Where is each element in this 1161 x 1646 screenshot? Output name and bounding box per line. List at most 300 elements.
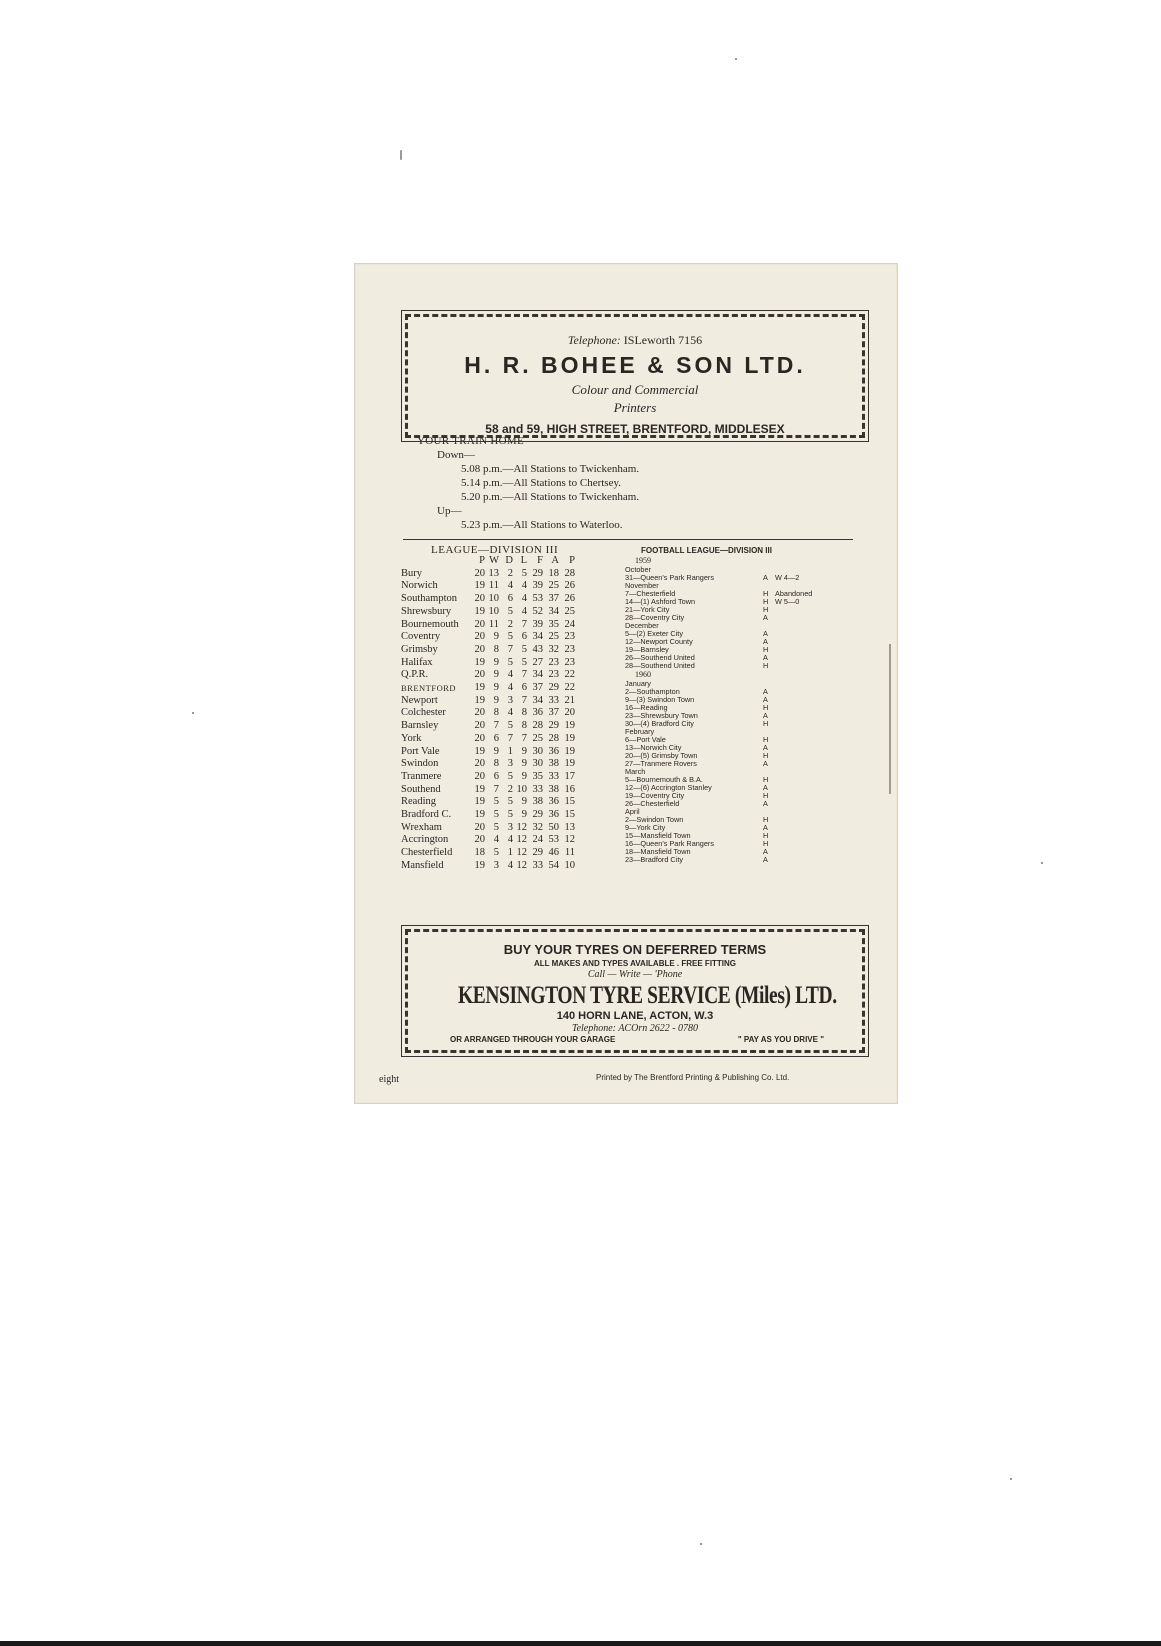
fixture-row: [625, 614, 870, 622]
stat-cell: 5: [507, 656, 513, 668]
printer-address: 58 and 59, HIGH STREET, BRENTFORD, MIDDLESEX: [485, 422, 785, 436]
tyre-headline: BUY YOUR TYRES ON DEFERRED TERMS: [503, 942, 767, 957]
stat-cell: 20: [474, 732, 485, 744]
team-name: Southend: [401, 783, 441, 795]
team-name: Coventry: [401, 631, 441, 643]
fixture-venue: A: [763, 799, 768, 808]
stat-cell: 8: [493, 758, 499, 770]
fixture-opponent: 21—York City: [625, 605, 670, 614]
stat-cell: 5: [507, 605, 513, 617]
fixture-venue: A: [763, 743, 768, 752]
stat-cell: 10: [488, 593, 499, 605]
team-name: Accrington: [401, 834, 449, 846]
stat-cell: 43: [532, 643, 543, 655]
table-row: [401, 720, 575, 733]
stat-cell: 20: [474, 631, 485, 643]
stat-cell: 34: [532, 631, 543, 643]
league-header-row: [401, 555, 575, 568]
stat-cell: 33: [532, 783, 543, 795]
stat-cell: 2: [507, 783, 513, 795]
stat-cell: 20: [474, 758, 485, 770]
stat-cell: 26: [564, 593, 575, 605]
fixture-venue: H: [763, 775, 769, 784]
column-header: F: [537, 555, 543, 566]
stat-cell: 20: [474, 707, 485, 719]
stat-cell: 4: [521, 593, 527, 605]
stat-cell: 34: [548, 605, 559, 617]
stat-cell: 3: [507, 694, 513, 706]
fixture-row: [625, 662, 870, 670]
table-row: [401, 606, 575, 619]
fixture-opponent: 5—Bournemouth & B.A.: [625, 775, 703, 784]
fixture-row: [625, 856, 870, 864]
stat-cell: 38: [548, 783, 559, 795]
fixture-opponent: 23—Bradford City: [625, 855, 683, 864]
stat-cell: 5: [493, 847, 499, 859]
table-row: [401, 644, 575, 657]
stat-cell: 46: [548, 847, 559, 859]
stat-cell: 24: [564, 618, 575, 630]
train-row: 5.23 p.m.—All Stations to Waterloo.: [461, 519, 623, 531]
stat-cell: 19: [564, 758, 575, 770]
stat-cell: 5: [507, 796, 513, 808]
stat-cell: 7: [493, 783, 499, 795]
stat-cell: 52: [532, 605, 543, 617]
stat-cell: 20: [474, 643, 485, 655]
stat-cell: 19: [474, 796, 485, 808]
printer-tagline-2: Printers: [613, 400, 657, 415]
printer-credit: Printed by The Brentford Printing & Publishing Co. Ltd.: [596, 1073, 790, 1082]
stat-cell: 10: [516, 783, 527, 795]
fixture-opponent: 9—York City: [625, 823, 666, 832]
table-row: [401, 707, 575, 720]
fixture-opponent: 27—Tranmere Rovers: [625, 759, 697, 768]
stat-cell: 6: [493, 732, 499, 744]
column-header: W: [489, 555, 499, 566]
page-fold: [889, 644, 891, 794]
fixture-month: November: [625, 581, 659, 590]
stat-cell: 16: [564, 783, 575, 795]
stat-cell: 13: [488, 567, 499, 579]
telephone-number: ISLeworth 7156: [623, 333, 703, 347]
team-name: Reading: [401, 796, 436, 808]
table-row: [401, 657, 575, 670]
stat-cell: 28: [564, 567, 575, 579]
stat-cell: 30: [532, 745, 543, 757]
stat-cell: 29: [532, 847, 543, 859]
fixture-venue: A: [763, 629, 768, 638]
stat-cell: 24: [532, 834, 543, 846]
stat-cell: 5: [521, 656, 527, 668]
stat-cell: 4: [521, 605, 527, 617]
stat-cell: 1: [507, 847, 513, 859]
stat-cell: 26: [564, 580, 575, 592]
fixture-venue: H: [763, 839, 769, 848]
fixture-opponent: 2—Southampton: [625, 687, 680, 696]
fixture-opponent: 20—(5) Grimsby Town: [625, 751, 698, 760]
fixture-opponent: 31—Queen's Park Rangers: [625, 573, 715, 582]
stat-cell: 5: [507, 770, 513, 782]
fixture-opponent: 2—Swindon Town: [625, 815, 684, 824]
stat-cell: 5: [507, 809, 513, 821]
team-name: Chesterfield: [401, 847, 453, 859]
league-title: LEAGUE—DIVISION III: [431, 544, 559, 556]
fixture-row: [625, 760, 870, 768]
season-year: 1960: [635, 670, 651, 679]
stat-cell: 5: [507, 720, 513, 732]
team-name: Port Vale: [401, 745, 440, 757]
stat-cell: 3: [507, 758, 513, 770]
fixture-opponent: 26—Southend United: [625, 653, 695, 662]
fixture-month: April: [625, 807, 640, 816]
fixture-opponent: 9—(3) Swindon Town: [625, 695, 695, 704]
fixture-opponent: 28—Coventry City: [625, 613, 685, 622]
stat-cell: 36: [548, 796, 559, 808]
tyre-slogan: " PAY AS YOU DRIVE ": [737, 1035, 824, 1044]
stat-cell: 9: [493, 631, 499, 643]
stat-cell: 32: [548, 643, 559, 655]
stat-cell: 9: [493, 745, 499, 757]
fixture-venue: A: [763, 823, 768, 832]
stat-cell: 28: [548, 732, 559, 744]
stat-cell: 39: [532, 580, 543, 592]
stat-cell: 35: [548, 618, 559, 630]
fixture-venue: H: [763, 815, 769, 824]
stat-cell: 3: [507, 821, 513, 833]
stat-cell: 30: [532, 758, 543, 770]
fixture-opponent: 12—(6) Accrington Stanley: [625, 783, 712, 792]
team-name: Colchester: [401, 707, 446, 719]
fixture-row: [625, 574, 870, 582]
team-name: Swindon: [401, 758, 439, 770]
stat-cell: 15: [564, 809, 575, 821]
league-table: [401, 544, 621, 873]
stat-cell: 12: [516, 847, 527, 859]
team-name: Bury: [401, 567, 422, 579]
train-heading: YOUR TRAIN HOME: [417, 435, 524, 447]
table-row: [401, 822, 575, 835]
stat-cell: 34: [532, 694, 543, 706]
stat-cell: 9: [521, 796, 527, 808]
printer-company-name: H. R. BOHEE & SON LTD.: [464, 352, 806, 378]
table-row: [401, 669, 575, 682]
stat-cell: 20: [564, 707, 575, 719]
stat-cell: 33: [548, 694, 559, 706]
stat-cell: 4: [521, 580, 527, 592]
season-year: 1959: [635, 556, 651, 565]
fixtures-list: [625, 546, 870, 864]
table-row: [401, 682, 575, 695]
stat-cell: 18: [548, 567, 559, 579]
stat-cell: 8: [521, 720, 527, 732]
team-name: Tranmere: [401, 770, 442, 782]
programme-page: [354, 263, 898, 1104]
telephone-label: Telephone:: [567, 333, 621, 347]
fixture-opponent: 15—Mansfield Town: [625, 831, 691, 840]
stat-cell: 5: [493, 821, 499, 833]
page-number-word: eight: [379, 1074, 399, 1085]
column-header: P: [569, 555, 575, 566]
fixture-opponent: 7—Chesterfield: [625, 589, 676, 598]
tyre-address: 140 HORN LANE, ACTON, W.3: [556, 1010, 714, 1022]
stat-cell: 1: [507, 745, 513, 757]
fixture-venue: A: [763, 613, 768, 622]
stat-cell: 13: [564, 821, 575, 833]
stat-cell: 15: [564, 796, 575, 808]
stat-cell: 4: [493, 834, 499, 846]
stat-cell: 20: [474, 770, 485, 782]
stat-cell: 12: [516, 834, 527, 846]
stat-cell: 5: [493, 809, 499, 821]
team-name: Norwich: [401, 580, 438, 592]
stat-cell: 23: [564, 643, 575, 655]
stat-cell: 20: [474, 618, 485, 630]
fixture-venue: H: [763, 597, 769, 606]
stat-cell: 33: [532, 859, 543, 871]
printer-tagline-1: Colour and Commercial: [571, 382, 699, 397]
column-header: A: [551, 555, 559, 566]
stat-cell: 10: [564, 859, 575, 871]
stat-cell: 25: [532, 732, 543, 744]
stat-cell: 11: [564, 847, 575, 859]
stat-cell: 17: [564, 770, 575, 782]
fixture-venue: A: [763, 653, 768, 662]
tyre-advert: [405, 929, 865, 1053]
stat-cell: 9: [521, 758, 527, 770]
fixture-opponent: 16—Reading: [625, 703, 668, 712]
team-name: Shrewsbury: [401, 605, 452, 617]
table-row: [401, 758, 575, 771]
train-times: [417, 434, 717, 532]
table-row: [401, 593, 575, 606]
stat-cell: 11: [488, 618, 499, 630]
team-name: BRENTFORD: [401, 683, 457, 694]
stat-cell: 19: [474, 859, 485, 871]
stat-cell: 5: [521, 567, 527, 579]
stat-cell: 25: [548, 631, 559, 643]
stat-cell: 4: [507, 580, 513, 592]
stat-cell: 29: [548, 720, 559, 732]
fixture-month: March: [625, 767, 646, 776]
stat-cell: 4: [507, 682, 513, 694]
table-row: [401, 834, 575, 847]
advert-telephone: [408, 333, 862, 348]
fixture-month: January: [625, 679, 651, 688]
stat-cell: 19: [474, 682, 485, 694]
fixture-venue: A: [763, 759, 768, 768]
stat-cell: 32: [532, 821, 543, 833]
stat-cell: 21: [564, 694, 575, 706]
table-row: [401, 568, 575, 581]
table-row: [401, 631, 575, 644]
stat-cell: 19: [474, 605, 485, 617]
column-header: P: [479, 555, 485, 566]
stat-cell: 23: [564, 656, 575, 668]
table-row: [401, 796, 575, 809]
table-row: [401, 695, 575, 708]
fixture-opponent: 19—Barnsley: [625, 645, 669, 654]
fixture-month: October: [625, 565, 651, 574]
fixture-venue: H: [763, 719, 769, 728]
stat-cell: 23: [564, 631, 575, 643]
printer-advert: [405, 314, 865, 438]
team-name: Barnsley: [401, 720, 439, 732]
stat-cell: 36: [548, 809, 559, 821]
down-label: Down—: [437, 449, 475, 461]
fixture-result: Abandoned: [775, 589, 813, 598]
stat-cell: 36: [532, 707, 543, 719]
stat-cell: 7: [521, 669, 527, 681]
table-row: [401, 580, 575, 593]
stat-cell: 19: [564, 745, 575, 757]
team-name: Wrexham: [401, 821, 442, 833]
fixture-venue: A: [763, 847, 768, 856]
tyre-notes: [408, 1035, 862, 1044]
stat-cell: 22: [564, 669, 575, 681]
tyre-company-name: KENSINGTON TYRE SERVICE (Miles) LTD.: [457, 982, 837, 1009]
stat-cell: 34: [532, 669, 543, 681]
stat-cell: 28: [532, 720, 543, 732]
fixture-opponent: 23—Shrewsbury Town: [625, 711, 698, 720]
stat-cell: 19: [564, 732, 575, 744]
stat-cell: 8: [521, 707, 527, 719]
fixture-opponent: 30—(4) Bradford City: [625, 719, 694, 728]
team-name: Bournemouth: [401, 618, 459, 630]
fixture-venue: H: [763, 831, 769, 840]
stat-cell: 9: [521, 770, 527, 782]
stat-cell: 39: [532, 618, 543, 630]
stat-cell: 20: [474, 669, 485, 681]
stat-cell: 33: [548, 770, 559, 782]
fixture-venue: A: [763, 711, 768, 720]
team-column-header: [401, 555, 471, 568]
fixture-venue: A: [763, 783, 768, 792]
table-row: [401, 860, 575, 873]
stat-cell: 19: [474, 745, 485, 757]
table-row: [401, 784, 575, 797]
stat-cell: 20: [474, 720, 485, 732]
scan-edge: [0, 1641, 1161, 1646]
fixture-opponent: 14—(1) Ashford Town: [625, 597, 696, 606]
table-row: [401, 619, 575, 632]
fixture-venue: A: [763, 573, 768, 582]
team-name: Bradford C.: [401, 809, 452, 821]
stat-cell: 6: [493, 770, 499, 782]
stat-cell: 10: [488, 605, 499, 617]
stat-cell: 35: [532, 770, 543, 782]
fixture-opponent: 5—(2) Exeter City: [625, 629, 683, 638]
column-header: L: [520, 555, 527, 566]
table-row: [401, 746, 575, 759]
stat-cell: 53: [532, 593, 543, 605]
stat-cell: 7: [521, 694, 527, 706]
tyre-contact-line: Call — Write — 'Phone: [587, 969, 683, 980]
team-name: Halifax: [401, 656, 433, 668]
fixture-opponent: 18—Mansfield Town: [625, 847, 691, 856]
stat-cell: 7: [493, 720, 499, 732]
fixture-venue: H: [763, 589, 769, 598]
train-row: 5.08 p.m.—All Stations to Twickenham.: [461, 463, 640, 475]
stat-cell: 4: [507, 834, 513, 846]
stat-cell: 29: [532, 567, 543, 579]
stat-cell: 7: [521, 618, 527, 630]
fixture-row: [625, 720, 870, 728]
fixture-row: [625, 800, 870, 808]
fixture-venue: A: [763, 687, 768, 696]
fixture-opponent: 12—Newport County: [625, 637, 693, 646]
fixture-opponent: 19—Coventry City: [625, 791, 685, 800]
stat-cell: 8: [493, 643, 499, 655]
stat-cell: 25: [564, 605, 575, 617]
fixture-venue: H: [763, 605, 769, 614]
league-standings: [401, 555, 575, 873]
fixture-venue: A: [763, 855, 768, 864]
team-name: Grimsby: [401, 643, 438, 655]
fixture-venue: H: [763, 703, 769, 712]
fixture-venue: H: [763, 735, 769, 744]
stat-cell: 38: [532, 796, 543, 808]
stat-cell: 37: [548, 707, 559, 719]
stat-cell: 7: [507, 643, 513, 655]
stat-cell: 19: [474, 694, 485, 706]
fixture-month: February: [625, 727, 655, 736]
stat-cell: 36: [548, 745, 559, 757]
tyre-garage-note: OR ARRANGED THROUGH YOUR GARAGE: [450, 1035, 616, 1044]
stat-cell: 9: [521, 745, 527, 757]
fixture-opponent: 13—Norwich City: [625, 743, 682, 752]
stat-cell: 19: [474, 580, 485, 592]
stat-cell: 19: [474, 783, 485, 795]
stat-cell: 9: [521, 809, 527, 821]
stat-cell: 20: [474, 834, 485, 846]
stat-cell: 19: [564, 720, 575, 732]
stat-cell: 7: [507, 732, 513, 744]
stat-cell: 18: [474, 847, 485, 859]
stat-cell: 5: [507, 631, 513, 643]
stat-cell: 22: [564, 682, 575, 694]
fixture-result: W 5—0: [775, 597, 800, 606]
team-name: Mansfield: [401, 859, 444, 871]
stat-cell: 20: [474, 567, 485, 579]
fixture-venue: H: [763, 645, 769, 654]
fixture-opponent: 6—Port Vale: [625, 735, 666, 744]
stat-cell: 9: [493, 682, 499, 694]
stat-cell: 2: [507, 618, 513, 630]
stat-cell: 6: [507, 593, 513, 605]
stat-cell: 29: [532, 809, 543, 821]
stat-cell: 23: [548, 669, 559, 681]
stat-cell: 8: [493, 707, 499, 719]
stat-cell: 53: [548, 834, 559, 846]
stat-cell: 4: [507, 669, 513, 681]
stat-cell: 12: [516, 859, 527, 871]
stat-cell: 50: [548, 821, 559, 833]
stat-cell: 19: [474, 809, 485, 821]
stat-cell: 6: [521, 682, 527, 694]
fixture-venue: A: [763, 637, 768, 646]
team-name: Newport: [401, 694, 438, 706]
team-name: Southampton: [401, 593, 458, 605]
stat-cell: 29: [548, 682, 559, 694]
team-name: Q.P.R.: [401, 669, 429, 681]
stat-cell: 5: [521, 643, 527, 655]
stat-cell: 37: [548, 593, 559, 605]
stat-cell: 25: [548, 580, 559, 592]
divider: [403, 539, 853, 540]
stat-cell: 3: [493, 859, 499, 871]
table-row: [401, 847, 575, 860]
stat-cell: 2: [507, 567, 513, 579]
